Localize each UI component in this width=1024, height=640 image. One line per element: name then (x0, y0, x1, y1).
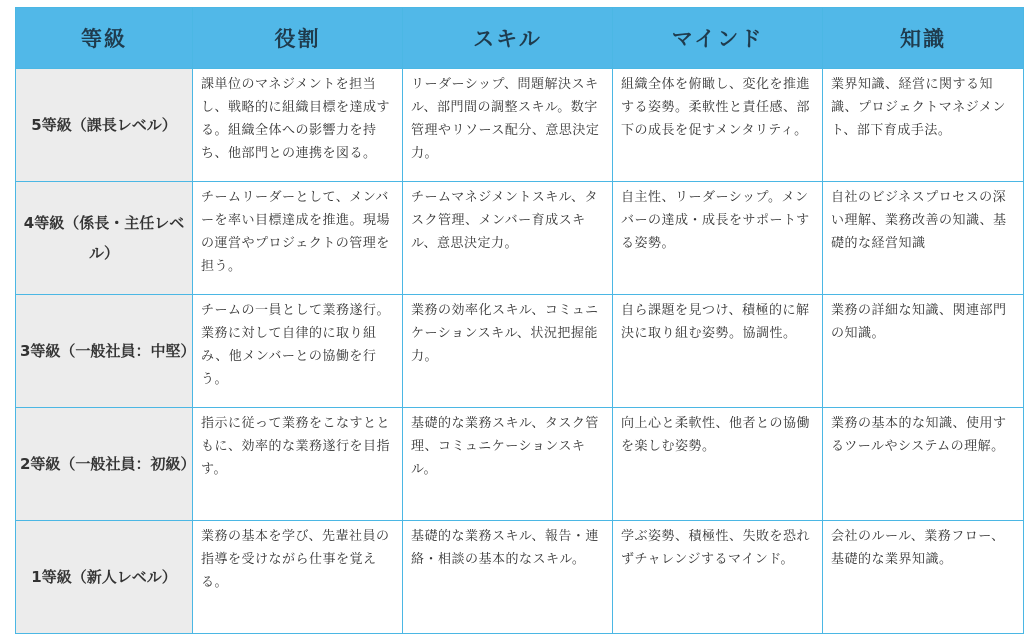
table-row (16, 295, 1024, 408)
grade-label: 1等級（新人レベル） (16, 521, 193, 634)
header-role: 役割 (193, 8, 403, 69)
skill-cell: チームマネジメントスキル、タスク管理、メンバー育成スキル、意思決定力。 (403, 182, 613, 295)
grade-table (15, 7, 1024, 634)
knowledge-cell: 業務の詳細な知識、関連部門の知識。 (823, 295, 1024, 408)
header-skill: スキル (403, 8, 613, 69)
skill-cell: 基礎的な業務スキル、タスク管理、コミュニケーションスキル。 (403, 408, 613, 521)
knowledge-cell: 自社のビジネスプロセスの深い理解、業務改善の知識、基礎的な経営知識 (823, 182, 1024, 295)
grade-label: 3等級（一般社員：中堅） (16, 295, 193, 408)
skill-cell: 業務の効率化スキル、コミュニケーションスキル、状況把握能力。 (403, 295, 613, 408)
header-mind: マインド (613, 8, 823, 69)
knowledge-cell: 業界知識、経営に関する知識、プロジェクトマネジメント、部下育成手法。 (823, 69, 1024, 182)
table-row (16, 408, 1024, 521)
mind-cell: 自主性、リーダーシップ。メンバーの達成・成長をサポートする姿勢。 (613, 182, 823, 295)
header-knowledge: 知識 (823, 8, 1024, 69)
knowledge-cell: 会社のルール、業務フロー、基礎的な業界知識。 (823, 521, 1024, 634)
grade-label: 5等級（課長レベル） (16, 69, 193, 182)
header-row (16, 8, 1024, 69)
mind-cell: 向上心と柔軟性、他者との協働を楽しむ姿勢。 (613, 408, 823, 521)
skill-cell: リーダーシップ、問題解決スキル、部門間の調整スキル。数字管理やリソース配分、意思決定力。 (403, 69, 613, 182)
grade-label: 2等級（一般社員：初級） (16, 408, 193, 521)
role-cell: チームの一員として業務遂行。業務に対して自律的に取り組み、他メンバーとの協働を行う。 (193, 295, 403, 408)
skill-cell: 基礎的な業務スキル、報告・連絡・相談の基本的なスキル。 (403, 521, 613, 634)
role-cell: チームリーダーとして、メンバーを率い目標達成を推進。現場の運営やプロジェクトの管理を担う。 (193, 182, 403, 295)
role-cell: 業務の基本を学び、先輩社員の指導を受けながら仕事を覚える。 (193, 521, 403, 634)
header-grade: 等級 (16, 8, 193, 69)
grade-table-container (15, 7, 1023, 634)
table-row (16, 182, 1024, 295)
role-cell: 課単位のマネジメントを担当し、戦略的に組織目標を達成する。組織全体への影響力を持ち、他部門との連携を図る。 (193, 69, 403, 182)
mind-cell: 学ぶ姿勢、積極性、失敗を恐れずチャレンジするマインド。 (613, 521, 823, 634)
mind-cell: 自ら課題を見つけ、積極的に解決に取り組む姿勢。協調性。 (613, 295, 823, 408)
role-cell: 指示に従って業務をこなすとともに、効率的な業務遂行を目指す。 (193, 408, 403, 521)
knowledge-cell: 業務の基本的な知識、使用するツールやシステムの理解。 (823, 408, 1024, 521)
mind-cell: 組織全体を俯瞰し、変化を推進する姿勢。柔軟性と責任感、部下の成長を促すメンタリティ。 (613, 69, 823, 182)
table-row (16, 521, 1024, 634)
grade-label: 4等級（係長・主任レベル） (16, 182, 193, 295)
table-row (16, 69, 1024, 182)
